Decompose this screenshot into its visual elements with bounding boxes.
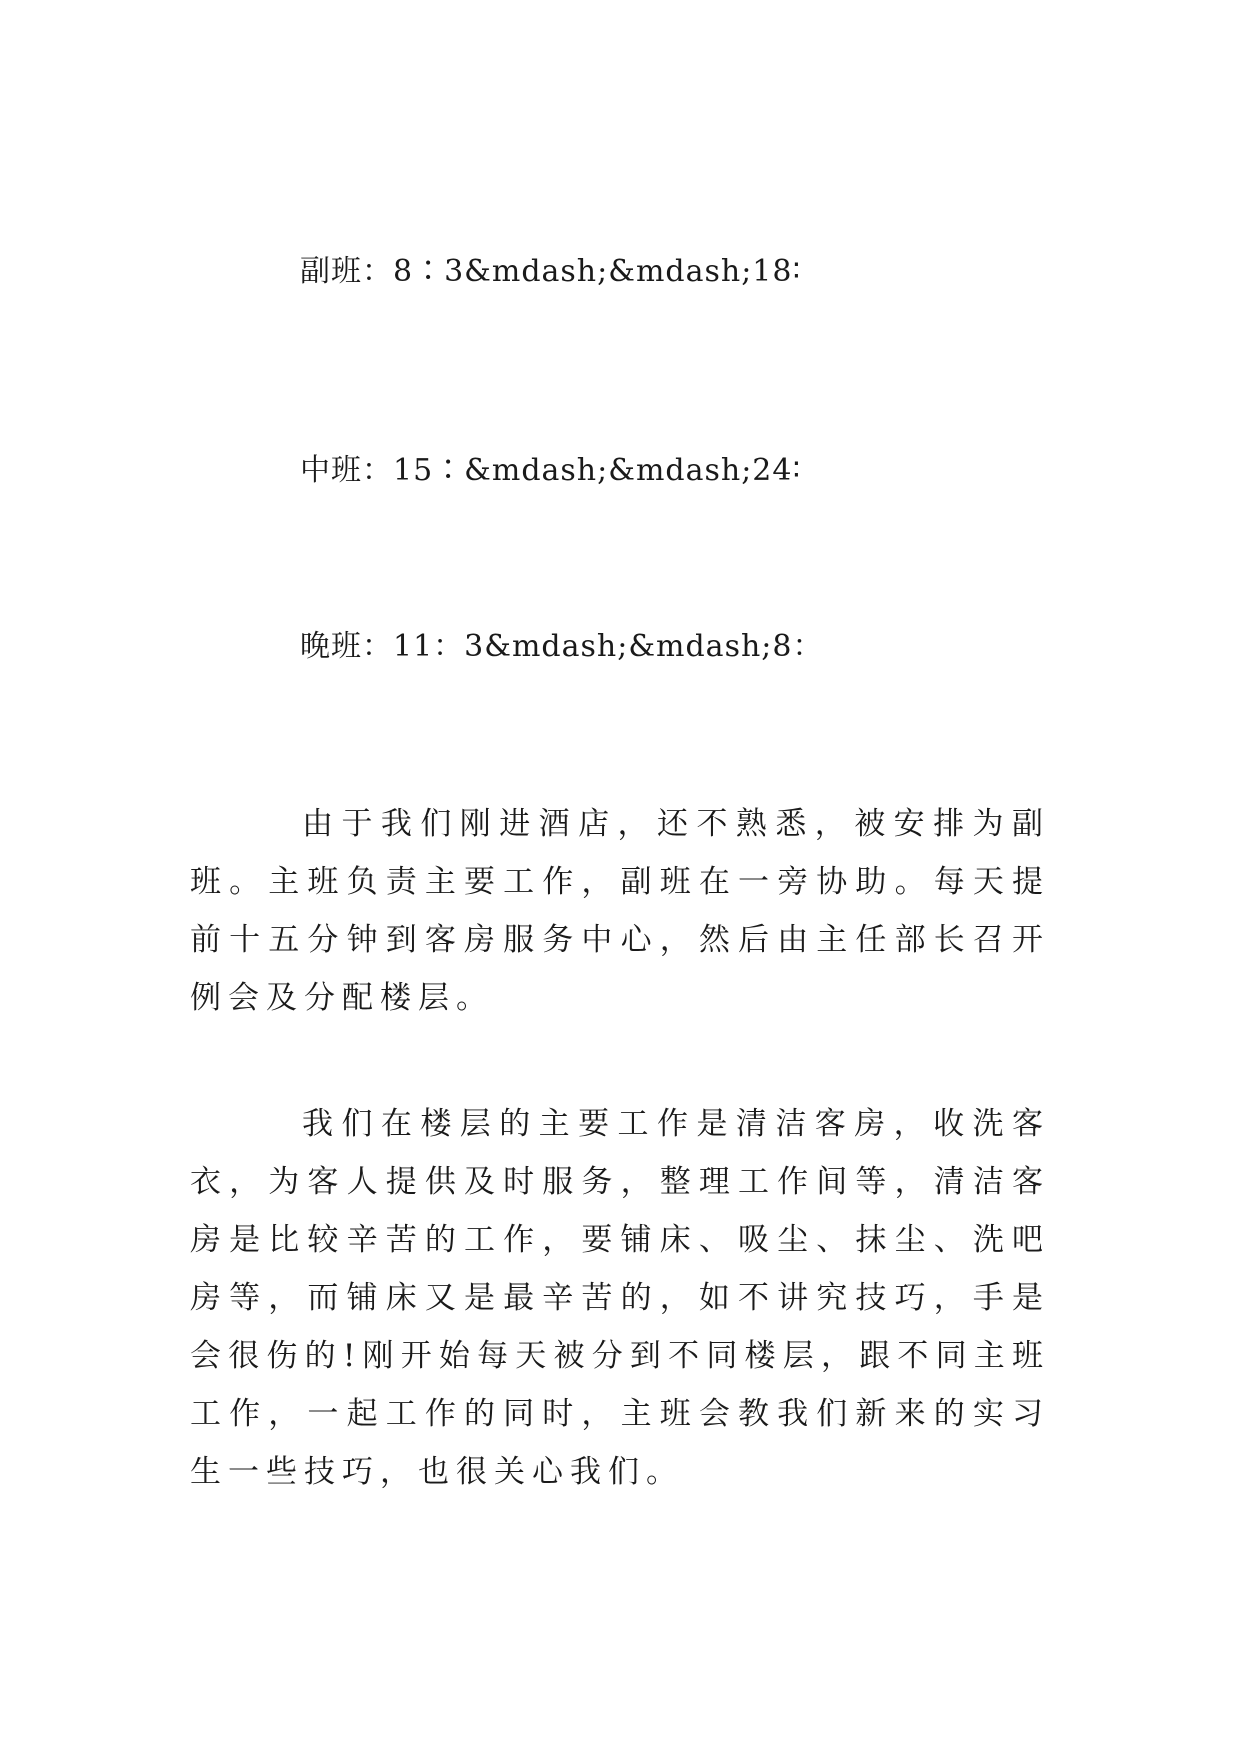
paragraph-duties: 我们在楼层的主要工作是清洁客房，收洗客衣，为客人提供及时服务，整理工作间等，清洁客房是比较辛苦的工作，要铺床、吸尘、抹尘、洗吧房等，而铺床又是最辛苦的，如不讲究技巧，手是会很伤的!刚开始每天被分到不同楼层，跟不同主班工作，一起工作的同时，主班会教我们新来的实习生一些技巧，也很关心我们。 bbox=[190, 1106, 1050, 1490]
shift-line-middle: 中班：15∶&mdash;&mdash;24∶ bbox=[300, 453, 802, 488]
shift-line-night: 晚班：11：3&mdash;&mdash;8： bbox=[300, 629, 824, 664]
shift-line-deputy: 副班：8∶3&mdash;&mdash;18∶ bbox=[300, 254, 802, 289]
paragraph-intro: 由于我们刚进酒店，还不熟悉，被安排为副班。主班负责主要工作，副班在一旁协助。每天提前十五分钟到客房服务中心，然后由主任部长召开例会及分配楼层。 bbox=[190, 806, 1050, 1016]
